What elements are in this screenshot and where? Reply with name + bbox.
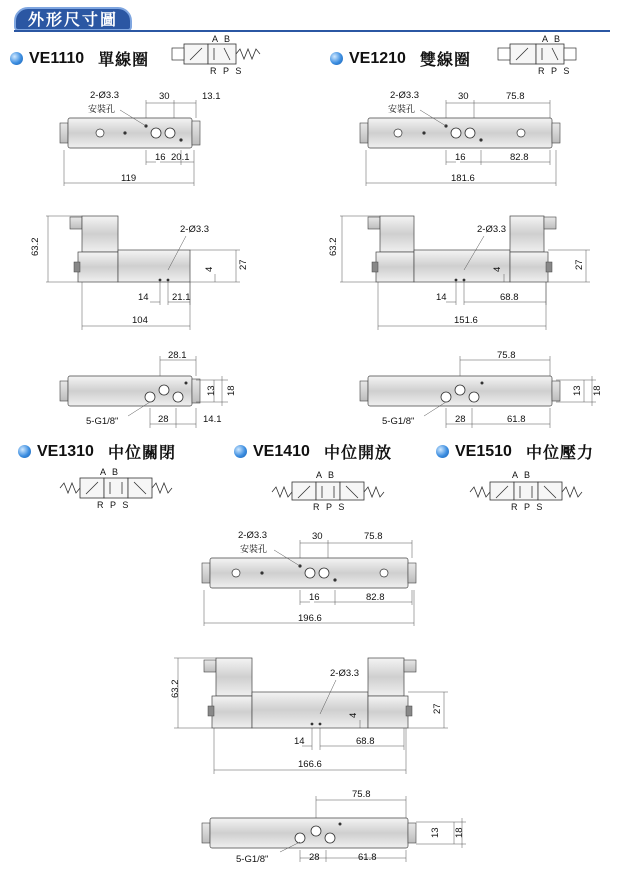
dim-151-6: 151.6	[454, 315, 478, 326]
symbol-ports-top: A B	[100, 467, 121, 477]
dim-28: 28	[158, 414, 169, 425]
model-name: 中位關閉	[107, 445, 176, 462]
valve-symbol-ve1310	[60, 467, 172, 510]
port-label: 5-G1/8"	[236, 854, 269, 865]
dim-82-8: 82.8	[510, 152, 529, 163]
model-code: VE1510	[455, 442, 512, 460]
model-code: VE1310	[37, 442, 94, 460]
ve1310-side-view	[170, 658, 448, 774]
dim-4: 4	[204, 266, 215, 272]
dim-13-1: 13.1	[202, 91, 221, 102]
hole-label: 2-Ø3.3	[238, 530, 268, 541]
dim-63-2: 63.2	[170, 679, 181, 698]
ve1310-bottom-view	[202, 789, 466, 865]
dim-166-6: 166.6	[298, 759, 322, 770]
model-code: VE1210	[349, 49, 406, 67]
hole-label: 2-Ø3.3	[390, 90, 420, 101]
dim-30: 30	[312, 531, 323, 542]
symbol-ports-top: A B	[512, 470, 533, 480]
symbol-ports-bottom: R P S	[511, 502, 545, 512]
dim-181-6: 181.6	[451, 173, 475, 184]
dim-16: 16	[155, 152, 166, 163]
dim-27: 27	[432, 703, 443, 714]
dim-68-8: 68.8	[356, 736, 375, 747]
symbol-ports-bottom: R P S	[210, 66, 244, 76]
model-name: 雙線圈	[419, 52, 471, 69]
dim-119: 119	[121, 173, 137, 184]
dim-14: 14	[138, 292, 149, 303]
hole-label: 2-Ø3.3	[477, 224, 507, 235]
port-label: 5-G1/8"	[86, 416, 119, 427]
ve1210-bottom-view	[360, 350, 603, 428]
dim-16: 16	[455, 152, 466, 163]
hole-label: 2-Ø3.3	[90, 90, 120, 101]
model-name: 單線圈	[98, 52, 150, 69]
symbol-ports-bottom: R P S	[538, 66, 572, 76]
dim-61-8: 61.8	[507, 414, 526, 425]
dim-30: 30	[458, 91, 469, 102]
dim-196-6: 196.6	[298, 613, 322, 624]
dim-28: 28	[455, 414, 466, 425]
dim-14-1: 14.1	[203, 414, 222, 425]
dim-68-8: 68.8	[500, 292, 519, 303]
dim-4: 4	[492, 266, 503, 272]
dim-18: 18	[454, 827, 465, 838]
dim-27: 27	[238, 259, 249, 270]
dim-61-8: 61.8	[358, 852, 377, 863]
section-title-tab: 外形尺寸圖	[14, 7, 132, 31]
dim-14: 14	[436, 292, 447, 303]
dim-75-8: 75.8	[497, 350, 516, 361]
symbol-ports-top: A B	[212, 34, 233, 44]
ve1110-bottom-view	[60, 350, 237, 428]
ve1210-top-view	[360, 90, 560, 186]
port-label: 5-G1/8"	[382, 416, 415, 427]
dim-75-8: 75.8	[352, 789, 371, 800]
hole-note: 安裝孔	[88, 104, 116, 114]
hole-label: 2-Ø3.3	[330, 668, 360, 679]
hole-note: 安裝孔	[240, 544, 268, 554]
symbol-ports-top: A B	[542, 34, 563, 44]
symbol-ports-bottom: R P S	[313, 502, 347, 512]
dim-13: 13	[206, 385, 217, 396]
symbol-ports-bottom: R P S	[97, 500, 131, 510]
valve-symbol-ve1210	[498, 34, 576, 76]
ve1210-side-view	[328, 216, 590, 330]
dim-82-8: 82.8	[366, 592, 385, 603]
dim-18: 18	[226, 385, 237, 396]
dim-13: 13	[572, 385, 583, 396]
dim-14: 14	[294, 736, 305, 747]
dim-4: 4	[348, 712, 359, 718]
dim-20-1: 20.1	[171, 152, 190, 163]
dim-18: 18	[592, 385, 603, 396]
dim-75-8: 75.8	[364, 531, 383, 542]
ve1110-top-view	[60, 90, 221, 186]
dim-28: 28	[309, 852, 320, 863]
dim-27: 27	[574, 259, 585, 270]
dim-63-2: 63.2	[328, 237, 339, 256]
model-code: VE1110	[29, 49, 85, 67]
dim-75-8: 75.8	[506, 91, 525, 102]
dim-30: 30	[159, 91, 170, 102]
dim-28-1: 28.1	[168, 350, 187, 361]
dim-63-2: 63.2	[30, 237, 41, 256]
ve1110-side-view	[30, 216, 249, 330]
model-name: 中位壓力	[525, 445, 594, 462]
model-name: 中位開放	[323, 445, 392, 462]
dim-21-1: 21.1	[172, 292, 191, 303]
dim-13: 13	[430, 827, 441, 838]
hole-note: 安裝孔	[388, 104, 416, 114]
ve1310-top-view	[202, 530, 416, 626]
symbol-ports-top: A B	[316, 470, 337, 480]
valve-symbol-ve1410	[272, 470, 384, 512]
hole-label: 2-Ø3.3	[180, 224, 210, 235]
valve-symbol-ve1110	[172, 34, 260, 76]
dim-16: 16	[309, 592, 320, 603]
dim-104: 104	[132, 315, 148, 326]
model-code: VE1410	[253, 442, 310, 460]
valve-symbol-ve1510	[470, 470, 582, 512]
